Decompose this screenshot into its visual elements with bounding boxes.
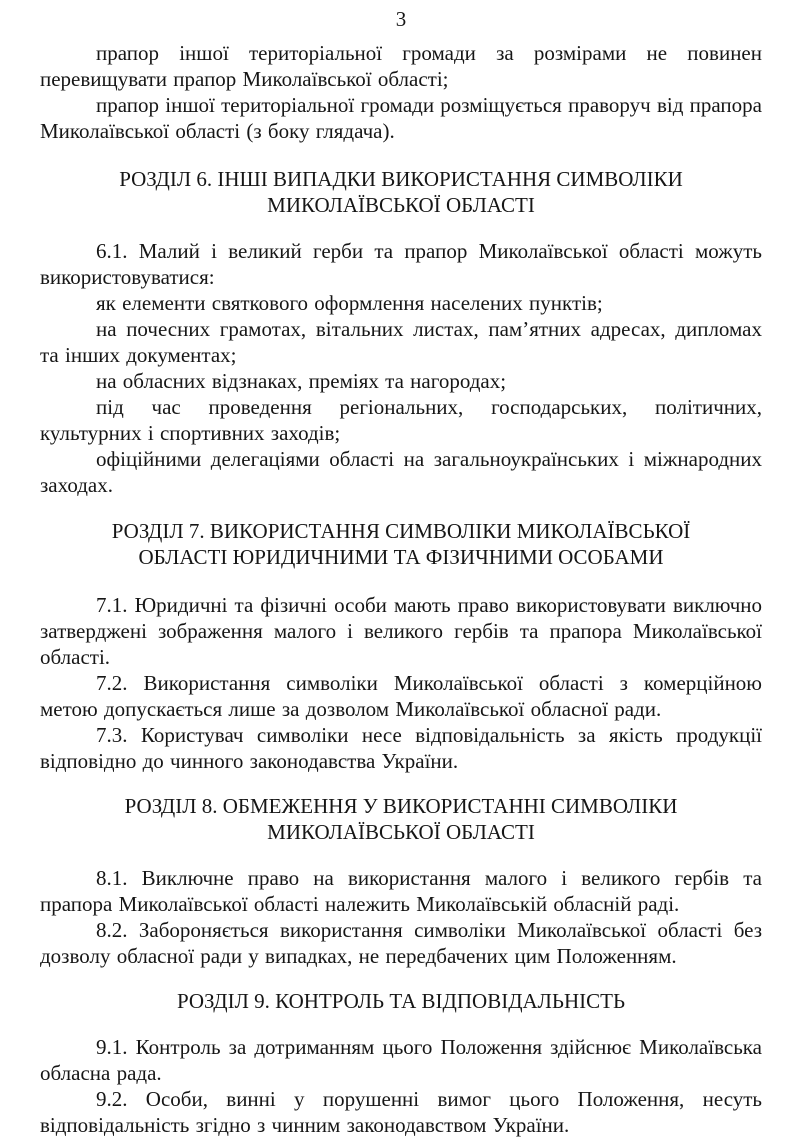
paragraph: 7.1. Юридичні та фізичні особи мають право використовувати виключно затверджені зображення малого і великого гербів та прапора Миколаївської області. [40, 593, 762, 669]
paragraph: прапор іншої територіальної громади розміщується праворуч від прапора Миколаївської області (з боку глядача). [40, 93, 762, 143]
heading-line: МИКОЛАЇВСЬКОЇ ОБЛАСТІ [267, 820, 535, 844]
section-8-heading [40, 793, 762, 845]
paragraph: 6.1. Малий і великий герби та прапор Миколаївської області можуть використовуватися: [40, 239, 762, 289]
paragraph: 9.1. Контроль за дотриманням цього Положення здійснює Миколаївська обласна рада. [40, 1035, 762, 1085]
paragraph: під час проведення регіональних, господарських, політичних, культурних і спортивних заходів; [40, 395, 762, 445]
paragraph: як елементи святкового оформлення населених пунктів; [96, 291, 603, 315]
paragraph: 7.2. Використання символіки Миколаївської області з комерційною метою допускається лише за дозволом Миколаївської обласної ради. [40, 671, 762, 721]
heading-line: РОЗДІЛ 6. ІНШІ ВИПАДКИ ВИКОРИСТАННЯ СИМВОЛІКИ [119, 167, 683, 191]
heading-line: ОБЛАСТІ ЮРИДИЧНИМИ ТА ФІЗИЧНИМИ ОСОБАМИ [138, 545, 664, 569]
section-7-heading [40, 518, 762, 570]
section-9-heading [40, 988, 762, 1014]
paragraph: 8.1. Виключне право на використання малого і великого гербів та прапора Миколаївської області належить Миколаївській обласній раді. [40, 866, 762, 916]
paragraph: 9.2. Особи, винні у порушенні вимог цього Положення, несуть відповідальність згідно з чинним законодавством України. [40, 1087, 762, 1137]
paragraph: 7.3. Користувач символіки несе відповідальність за якість продукції відповідно до чинного законодавства України. [40, 723, 762, 773]
heading-line: РОЗДІЛ 8. ОБМЕЖЕННЯ У ВИКОРИСТАННІ СИМВОЛІКИ [124, 794, 678, 818]
paragraph: офіційними делегаціями області на загальноукраїнських і міжнародних заходах. [40, 447, 762, 497]
heading-line: РОЗДІЛ 9. КОНТРОЛЬ ТА ВІДПОВІДАЛЬНІСТЬ [176, 989, 626, 1013]
heading-line: МИКОЛАЇВСЬКОЇ ОБЛАСТІ [267, 193, 535, 217]
paragraph: прапор іншої територіальної громади за розмірами не повинен перевищувати прапор Миколаївської області; [40, 41, 762, 91]
paragraph: 8.2. Забороняється використання символіки Миколаївської області без дозволу обласної ради у випадках, не передбачених цим Положенням. [40, 918, 762, 968]
page-number: 3 [395, 7, 407, 31]
section-6-heading [40, 166, 762, 218]
paragraph: на почесних грамотах, вітальних листах, пам’ятних адресах, дипломах та інших документах; [40, 317, 762, 367]
paragraph: на обласних відзнаках, преміях та нагородах; [96, 369, 507, 393]
heading-line: РОЗДІЛ 7. ВИКОРИСТАННЯ СИМВОЛІКИ МИКОЛАЇВСЬКОЇ [111, 519, 691, 543]
